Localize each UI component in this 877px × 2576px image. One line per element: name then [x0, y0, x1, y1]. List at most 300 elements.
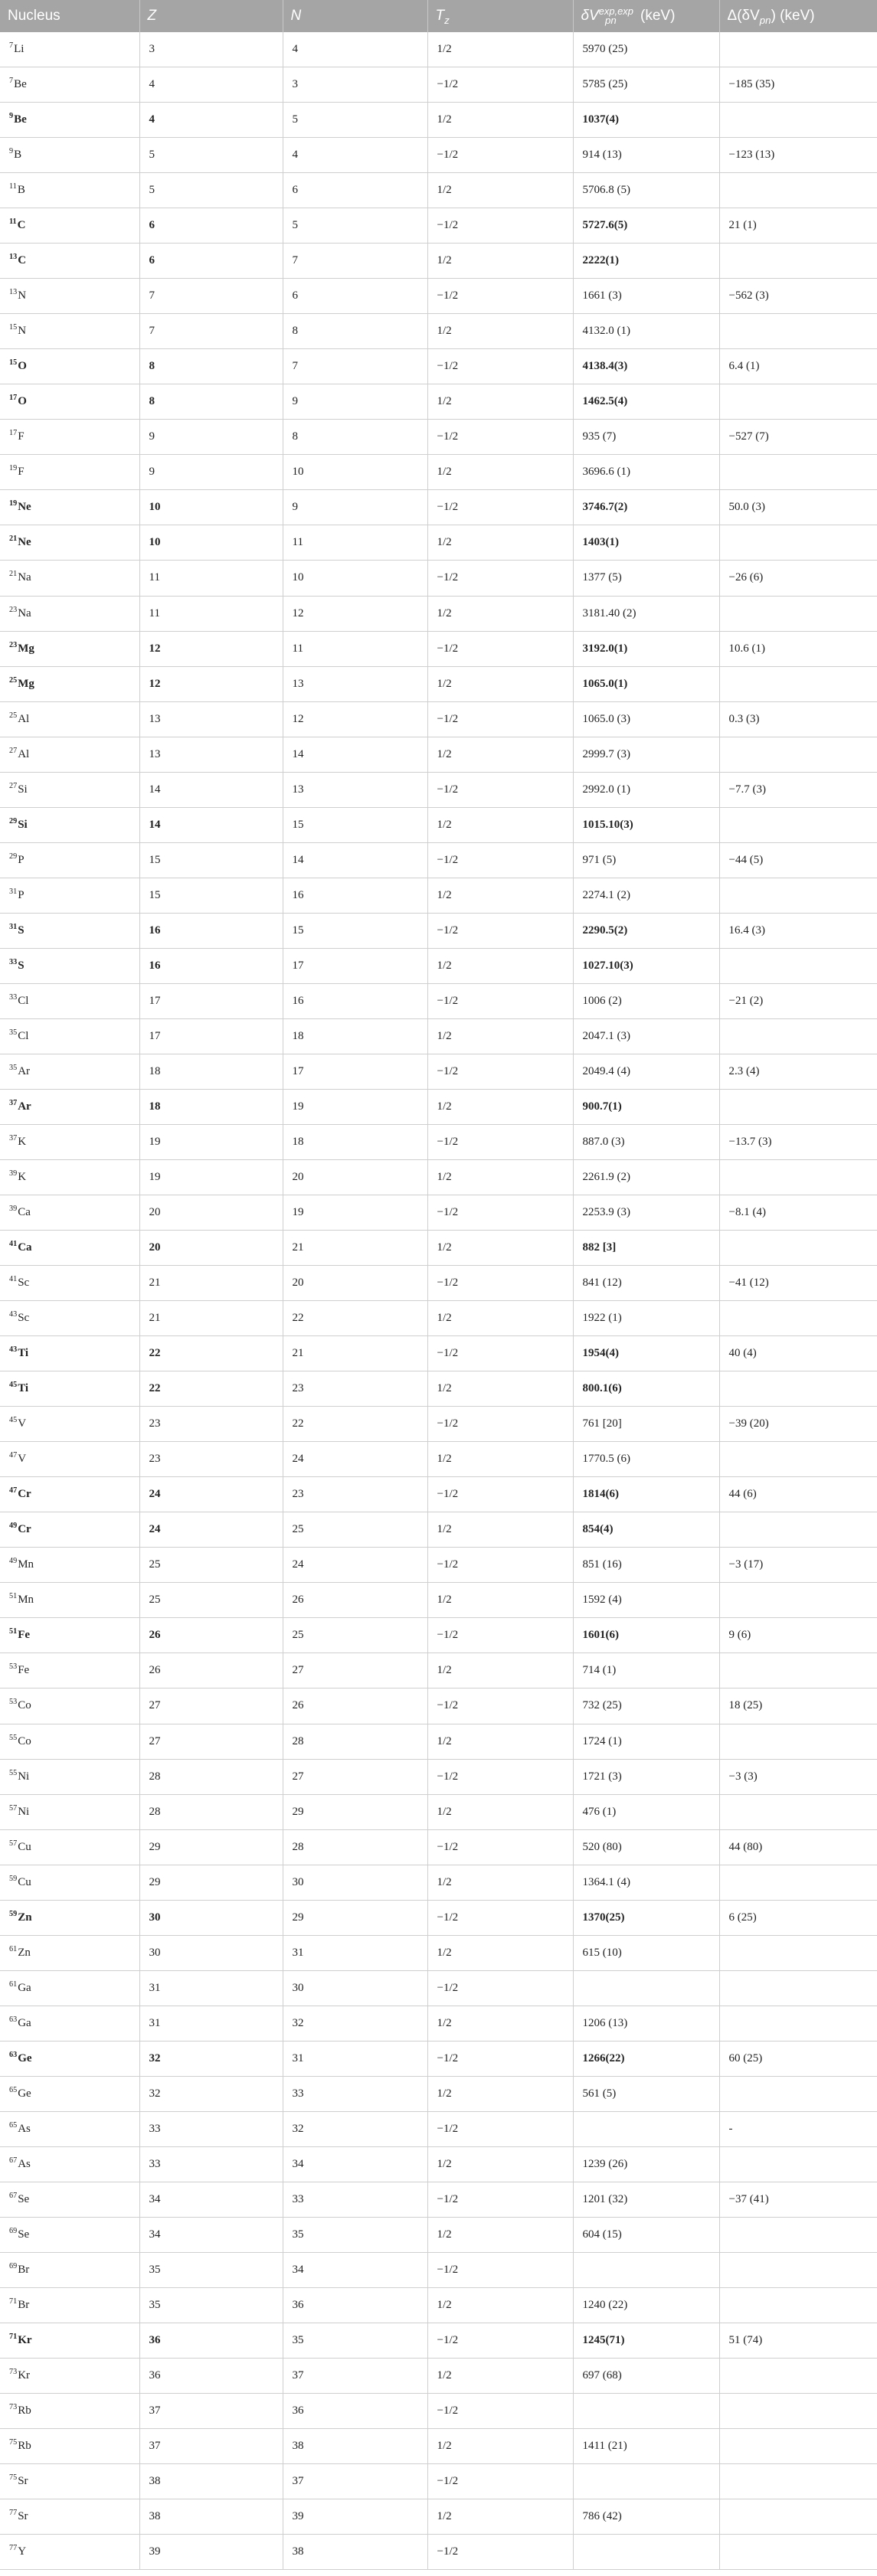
cell-z: 35 [139, 2252, 283, 2287]
cell-delta-v: 615 (10) [573, 1935, 719, 1970]
table-row [0, 1512, 877, 1548]
cell-delta-delta-v [719, 1301, 877, 1336]
cell-z: 31 [139, 1970, 283, 2006]
cell-n: 27 [283, 1759, 427, 1794]
cell-tz: 1/2 [427, 173, 573, 208]
cell-n: 9 [283, 490, 427, 525]
cell-z: 12 [139, 666, 283, 701]
cell-z: 38 [139, 2499, 283, 2535]
cell-n: 13 [283, 666, 427, 701]
cell-delta-delta-v [719, 2464, 877, 2499]
cell-nucleus: $^9$Be [0, 103, 139, 138]
cell-delta-delta-v [719, 1442, 877, 1477]
cell-n: 4 [283, 138, 427, 173]
cell-z: 37 [139, 2429, 283, 2464]
cell-n: 31 [283, 2041, 427, 2076]
cell-tz: −1/2 [427, 2464, 573, 2499]
cell-delta-v: 935 (7) [573, 420, 719, 455]
cell-tz: −1/2 [427, 1266, 573, 1301]
cell-nucleus: $^{21}$Na [0, 561, 139, 596]
cell-tz: 1/2 [427, 1935, 573, 1970]
cell-n: 10 [283, 455, 427, 490]
cell-tz: −1/2 [427, 1759, 573, 1794]
cell-tz: −1/2 [427, 67, 573, 103]
cell-nucleus: $^{27}$Si [0, 772, 139, 807]
cell-n: 22 [283, 1301, 427, 1336]
cell-n: 33 [283, 2076, 427, 2111]
cell-nucleus: $^{71}$Kr [0, 2323, 139, 2359]
cell-delta-v: 900.7(1) [573, 1089, 719, 1124]
cell-tz: 1/2 [427, 596, 573, 631]
cell-delta-v: 1240 (22) [573, 2288, 719, 2323]
cell-n: 34 [283, 2146, 427, 2182]
cell-nucleus: $^{17}$F [0, 420, 139, 455]
cell-delta-delta-v: 44 (6) [719, 1477, 877, 1512]
cell-tz: −1/2 [427, 913, 573, 948]
cell-delta-v: 971 (5) [573, 842, 719, 878]
cell-z: 30 [139, 1935, 283, 1970]
cell-tz: −1/2 [427, 983, 573, 1018]
cell-tz: 1/2 [427, 1371, 573, 1407]
cell-delta-delta-v [719, 2359, 877, 2394]
cell-z: 30 [139, 1900, 283, 1935]
cell-nucleus: $^{25}$Mg [0, 666, 139, 701]
table-row [0, 349, 877, 384]
cell-delta-delta-v [719, 455, 877, 490]
cell-nucleus: $^{53}$Co [0, 1688, 139, 1724]
cell-z: 32 [139, 2076, 283, 2111]
cell-z: 20 [139, 1195, 283, 1231]
cell-delta-delta-v: 0.3 (3) [719, 701, 877, 737]
cell-delta-v: 732 (25) [573, 1688, 719, 1724]
cell-delta-delta-v [719, 1970, 877, 2006]
cell-delta-v: 1814(6) [573, 1477, 719, 1512]
table-row [0, 244, 877, 279]
cell-n: 7 [283, 349, 427, 384]
cell-delta-delta-v [719, 32, 877, 67]
cell-tz: 1/2 [427, 2076, 573, 2111]
cell-delta-delta-v [719, 1160, 877, 1195]
cell-nucleus: $^{23}$Na [0, 596, 139, 631]
cell-delta-v [573, 1970, 719, 2006]
cell-n: 30 [283, 1865, 427, 1900]
cell-delta-delta-v: −3 (3) [719, 1759, 877, 1794]
table-row [0, 1195, 877, 1231]
cell-tz: 1/2 [427, 878, 573, 913]
cell-n: 8 [283, 420, 427, 455]
cell-delta-v: 4138.4(3) [573, 349, 719, 384]
cell-delta-v: 2999.7 (3) [573, 737, 719, 772]
table-row [0, 1548, 877, 1583]
cell-n: 32 [283, 2006, 427, 2041]
table-row [0, 701, 877, 737]
cell-z: 25 [139, 1548, 283, 1583]
cell-n: 6 [283, 173, 427, 208]
cell-delta-delta-v [719, 2535, 877, 2570]
cell-delta-v: 841 (12) [573, 1266, 719, 1301]
cell-tz: −1/2 [427, 2111, 573, 2146]
cell-tz: −1/2 [427, 138, 573, 173]
cell-delta-delta-v [719, 2217, 877, 2252]
cell-tz: 1/2 [427, 666, 573, 701]
cell-delta-delta-v [719, 666, 877, 701]
table-row [0, 1794, 877, 1829]
cell-nucleus: $^{39}$Ca [0, 1195, 139, 1231]
cell-tz: 1/2 [427, 948, 573, 983]
cell-n: 18 [283, 1018, 427, 1054]
cell-z: 10 [139, 490, 283, 525]
cell-n: 35 [283, 2217, 427, 2252]
cell-nucleus: $^{29}$Si [0, 807, 139, 842]
cell-nucleus: $^{57}$Ni [0, 1794, 139, 1829]
cell-nucleus: $^{77}$Y [0, 2535, 139, 2570]
cell-nucleus: $^{59}$Zn [0, 1900, 139, 1935]
cell-delta-delta-v [719, 1724, 877, 1759]
cell-delta-v: 1239 (26) [573, 2146, 719, 2182]
cell-z: 33 [139, 2111, 283, 2146]
table-row [0, 2464, 877, 2499]
cell-n: 30 [283, 1970, 427, 2006]
cell-n: 36 [283, 2394, 427, 2429]
cell-delta-delta-v: −123 (13) [719, 138, 877, 173]
cell-n: 19 [283, 1089, 427, 1124]
cell-nucleus: $^{13}$N [0, 279, 139, 314]
cell-n: 36 [283, 2288, 427, 2323]
cell-delta-v: 520 (80) [573, 1829, 719, 1865]
cell-delta-v: 3181.40 (2) [573, 596, 719, 631]
cell-z: 14 [139, 807, 283, 842]
header-delta-v: $\delta V^{exp,exp}_{pn}$ (keV) [573, 0, 719, 32]
cell-delta-delta-v: 60 (25) [719, 2041, 877, 2076]
cell-delta-delta-v [719, 1935, 877, 1970]
cell-nucleus: $^{35}$Ar [0, 1054, 139, 1089]
cell-delta-v: 697 (68) [573, 2359, 719, 2394]
table-row [0, 2041, 877, 2076]
table-row [0, 2288, 877, 2323]
cell-delta-delta-v: −41 (12) [719, 1266, 877, 1301]
cell-nucleus: $^{15}$N [0, 314, 139, 349]
cell-delta-v [573, 2111, 719, 2146]
cell-z: 18 [139, 1089, 283, 1124]
cell-delta-delta-v: −39 (20) [719, 1407, 877, 1442]
table-row [0, 631, 877, 666]
table-row [0, 1653, 877, 1688]
cell-delta-v: 3746.7(2) [573, 490, 719, 525]
cell-delta-v: 854(4) [573, 1512, 719, 1548]
cell-nucleus: $^{19}$F [0, 455, 139, 490]
cell-nucleus: $^{21}$Ne [0, 525, 139, 561]
cell-delta-v: 800.1(6) [573, 1371, 719, 1407]
cell-nucleus: $^{17}$O [0, 384, 139, 420]
cell-n: 25 [283, 1618, 427, 1653]
cell-delta-v: 1724 (1) [573, 1724, 719, 1759]
cell-delta-delta-v [719, 103, 877, 138]
cell-delta-v: 1601(6) [573, 1618, 719, 1653]
cell-tz: 1/2 [427, 1231, 573, 1266]
cell-delta-delta-v [719, 1018, 877, 1054]
cell-nucleus: $^{37}$Ar [0, 1089, 139, 1124]
cell-delta-delta-v: 40 (4) [719, 1336, 877, 1371]
cell-delta-v: 4132.0 (1) [573, 314, 719, 349]
table-row [0, 1442, 877, 1477]
cell-tz: 1/2 [427, 1089, 573, 1124]
cell-delta-delta-v [719, 948, 877, 983]
cell-tz: 1/2 [427, 1583, 573, 1618]
cell-delta-delta-v [719, 525, 877, 561]
cell-tz: −1/2 [427, 1900, 573, 1935]
cell-delta-v: 2274.1 (2) [573, 878, 719, 913]
table-row [0, 420, 877, 455]
cell-z: 6 [139, 244, 283, 279]
table-row [0, 2499, 877, 2535]
cell-delta-v: 476 (1) [573, 1794, 719, 1829]
cell-z: 21 [139, 1301, 283, 1336]
cell-tz: 1/2 [427, 32, 573, 67]
table-row [0, 103, 877, 138]
table-row [0, 772, 877, 807]
cell-delta-v: 1266(22) [573, 2041, 719, 2076]
cell-z: 8 [139, 384, 283, 420]
cell-z: 7 [139, 314, 283, 349]
cell-z: 9 [139, 455, 283, 490]
cell-tz: 1/2 [427, 244, 573, 279]
cell-delta-v: 561 (5) [573, 2076, 719, 2111]
cell-n: 31 [283, 1935, 427, 1970]
cell-z: 15 [139, 842, 283, 878]
cell-nucleus: $^{25}$Al [0, 701, 139, 737]
table-row [0, 490, 877, 525]
cell-z: 34 [139, 2182, 283, 2217]
cell-delta-delta-v: 44 (80) [719, 1829, 877, 1865]
table-row [0, 1724, 877, 1759]
cell-z: 35 [139, 2288, 283, 2323]
cell-tz: −1/2 [427, 1477, 573, 1512]
table-row [0, 1970, 877, 2006]
cell-delta-v: 5970 (25) [573, 32, 719, 67]
cell-n: 28 [283, 1724, 427, 1759]
cell-n: 14 [283, 737, 427, 772]
cell-delta-v: 3696.6 (1) [573, 455, 719, 490]
cell-delta-delta-v: −37 (41) [719, 2182, 877, 2217]
cell-delta-delta-v [719, 2076, 877, 2111]
cell-z: 17 [139, 1018, 283, 1054]
cell-n: 39 [283, 2499, 427, 2535]
cell-z: 5 [139, 173, 283, 208]
cell-nucleus: $^{55}$Co [0, 1724, 139, 1759]
cell-delta-v: 5727.6(5) [573, 208, 719, 244]
cell-tz: −1/2 [427, 701, 573, 737]
cell-tz: 1/2 [427, 1653, 573, 1688]
cell-z: 26 [139, 1618, 283, 1653]
cell-tz: 1/2 [427, 384, 573, 420]
cell-z: 9 [139, 420, 283, 455]
cell-nucleus: $^{19}$Ne [0, 490, 139, 525]
cell-delta-v: 604 (15) [573, 2217, 719, 2252]
header-delta-delta-v: $\Delta(\delta V_{pn})$ (keV) [719, 0, 877, 32]
cell-n: 22 [283, 1407, 427, 1442]
cell-delta-delta-v [719, 2394, 877, 2429]
cell-delta-delta-v: 9 (6) [719, 1618, 877, 1653]
cell-delta-delta-v: 6 (25) [719, 1900, 877, 1935]
cell-delta-delta-v [719, 1865, 877, 1900]
cell-n: 26 [283, 1583, 427, 1618]
cell-n: 35 [283, 2323, 427, 2359]
cell-delta-v: 1245(71) [573, 2323, 719, 2359]
cell-z: 33 [139, 2146, 283, 2182]
cell-n: 7 [283, 244, 427, 279]
cell-nucleus: $^{69}$Br [0, 2252, 139, 2287]
cell-z: 36 [139, 2323, 283, 2359]
cell-delta-v: 2049.4 (4) [573, 1054, 719, 1089]
table-row [0, 2182, 877, 2217]
cell-delta-delta-v [719, 1583, 877, 1618]
cell-nucleus: $^{61}$Zn [0, 1935, 139, 1970]
cell-tz: −1/2 [427, 1618, 573, 1653]
cell-delta-delta-v [719, 2006, 877, 2041]
cell-nucleus: $^{33}$S [0, 948, 139, 983]
cell-tz: −1/2 [427, 1195, 573, 1231]
cell-z: 24 [139, 1512, 283, 1548]
table-header [0, 0, 877, 32]
cell-nucleus: $^{35}$Cl [0, 1018, 139, 1054]
cell-nucleus: $^{23}$Mg [0, 631, 139, 666]
cell-tz: 1/2 [427, 2006, 573, 2041]
table-row [0, 384, 877, 420]
cell-n: 37 [283, 2359, 427, 2394]
cell-z: 16 [139, 913, 283, 948]
cell-n: 19 [283, 1195, 427, 1231]
cell-n: 25 [283, 1512, 427, 1548]
table-row [0, 525, 877, 561]
table-row [0, 314, 877, 349]
cell-n: 28 [283, 1829, 427, 1865]
table-row [0, 1336, 877, 1371]
cell-z: 21 [139, 1266, 283, 1301]
cell-z: 32 [139, 2041, 283, 2076]
cell-nucleus: $^{15}$O [0, 349, 139, 384]
cell-delta-v: 1770.5 (6) [573, 1442, 719, 1477]
cell-delta-v: 1027.10(3) [573, 948, 719, 983]
table-row [0, 948, 877, 983]
cell-delta-v: 5706.8 (5) [573, 173, 719, 208]
table-row [0, 1829, 877, 1865]
cell-tz: −1/2 [427, 1829, 573, 1865]
cell-nucleus: $^{47}$Cr [0, 1477, 139, 1512]
cell-delta-delta-v: −185 (35) [719, 67, 877, 103]
table-row [0, 878, 877, 913]
cell-delta-delta-v [719, 1089, 877, 1124]
cell-n: 12 [283, 596, 427, 631]
cell-delta-v: 887.0 (3) [573, 1124, 719, 1159]
cell-n: 15 [283, 913, 427, 948]
cell-delta-delta-v: −3 (17) [719, 1548, 877, 1583]
cell-delta-v: 5785 (25) [573, 67, 719, 103]
cell-delta-delta-v: 6.4 (1) [719, 349, 877, 384]
cell-n: 17 [283, 948, 427, 983]
table-row [0, 2252, 877, 2287]
cell-z: 39 [139, 2535, 283, 2570]
cell-nucleus: $^9$B [0, 138, 139, 173]
cell-tz: 1/2 [427, 1724, 573, 1759]
cell-nucleus: $^{29}$P [0, 842, 139, 878]
cell-z: 23 [139, 1442, 283, 1477]
cell-delta-delta-v [719, 2499, 877, 2535]
table-row [0, 561, 877, 596]
cell-nucleus: $^{71}$Br [0, 2288, 139, 2323]
cell-n: 17 [283, 1054, 427, 1089]
cell-delta-v: 1201 (32) [573, 2182, 719, 2217]
table-row [0, 173, 877, 208]
table-row [0, 1900, 877, 1935]
cell-z: 16 [139, 948, 283, 983]
table-row [0, 737, 877, 772]
cell-z: 11 [139, 596, 283, 631]
cell-nucleus: $^{49}$Cr [0, 1512, 139, 1548]
cell-delta-delta-v [719, 2252, 877, 2287]
cell-n: 6 [283, 279, 427, 314]
cell-delta-v: 2222(1) [573, 244, 719, 279]
cell-n: 18 [283, 1124, 427, 1159]
cell-z: 4 [139, 103, 283, 138]
table-row [0, 1618, 877, 1653]
table-row [0, 1371, 877, 1407]
cell-delta-v: 2290.5(2) [573, 913, 719, 948]
cell-delta-v: 761 [20] [573, 1407, 719, 1442]
cell-nucleus: $^{31}$P [0, 878, 139, 913]
table-row [0, 2429, 877, 2464]
cell-delta-delta-v [719, 1512, 877, 1548]
cell-delta-v: 851 (16) [573, 1548, 719, 1583]
cell-tz: −1/2 [427, 2182, 573, 2217]
table-row [0, 842, 877, 878]
cell-n: 26 [283, 1688, 427, 1724]
cell-n: 16 [283, 983, 427, 1018]
cell-tz: −1/2 [427, 2252, 573, 2287]
cell-delta-v: 914 (13) [573, 138, 719, 173]
cell-z: 4 [139, 67, 283, 103]
cell-nucleus: $^{59}$Cu [0, 1865, 139, 1900]
cell-z: 14 [139, 772, 283, 807]
header-n: N [283, 0, 427, 32]
cell-delta-delta-v [719, 807, 877, 842]
table-row [0, 666, 877, 701]
cell-z: 27 [139, 1688, 283, 1724]
table-row [0, 1935, 877, 1970]
cell-delta-v: 1065.0 (3) [573, 701, 719, 737]
table-row [0, 596, 877, 631]
cell-tz: −1/2 [427, 420, 573, 455]
table-row [0, 2394, 877, 2429]
cell-n: 32 [283, 2111, 427, 2146]
cell-n: 27 [283, 1653, 427, 1688]
table-row [0, 2111, 877, 2146]
cell-delta-delta-v: - [719, 2111, 877, 2146]
cell-delta-v: 1037(4) [573, 103, 719, 138]
cell-delta-v: 1377 (5) [573, 561, 719, 596]
table-row [0, 455, 877, 490]
cell-n: 38 [283, 2535, 427, 2570]
cell-nucleus: $^{73}$Rb [0, 2394, 139, 2429]
header-z: Z [139, 0, 283, 32]
cell-delta-v: 2253.9 (3) [573, 1195, 719, 1231]
cell-delta-v: 1006 (2) [573, 983, 719, 1018]
cell-z: 13 [139, 737, 283, 772]
cell-tz: 1/2 [427, 2217, 573, 2252]
cell-tz: 1/2 [427, 807, 573, 842]
cell-delta-v: 2047.1 (3) [573, 1018, 719, 1054]
cell-z: 29 [139, 1829, 283, 1865]
cell-n: 4 [283, 32, 427, 67]
